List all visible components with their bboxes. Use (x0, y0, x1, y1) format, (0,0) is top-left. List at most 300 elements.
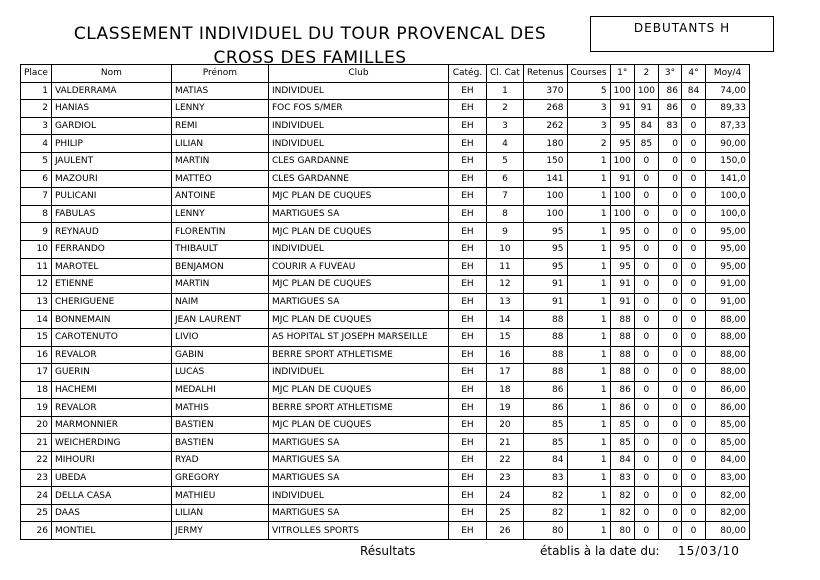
cell-c4: 0 (682, 188, 706, 206)
cell-c1: 91 (610, 170, 634, 188)
table-row (21, 434, 750, 452)
cell-prenom: GABIN (171, 346, 268, 364)
cell-c3: 0 (659, 293, 682, 311)
cell-retenus: 88 (523, 346, 567, 364)
header-prenom: Prénom (171, 65, 268, 83)
cell-c1: 91 (610, 293, 634, 311)
cell-nom: UBEDA (51, 469, 171, 487)
cell-cl-cat: 24 (486, 487, 523, 505)
cell-nom: MARMONNIER (51, 416, 171, 434)
cell-cl-cat: 7 (486, 188, 523, 206)
cell-courses: 5 (567, 82, 610, 100)
cell-c4: 0 (682, 117, 706, 135)
cell-place: 8 (21, 205, 52, 223)
cell-courses: 1 (567, 434, 610, 452)
header-c4: 4° (682, 65, 706, 83)
cell-categ: EH (448, 346, 486, 364)
cell-nom: MIHOURI (51, 452, 171, 470)
cell-courses: 1 (567, 504, 610, 522)
cell-prenom: LENNY (171, 205, 268, 223)
cell-c1: 91 (610, 100, 634, 118)
cell-c2: 0 (634, 293, 658, 311)
cell-retenus: 180 (523, 135, 567, 153)
cell-place: 14 (21, 311, 52, 329)
cell-c4: 0 (682, 469, 706, 487)
cell-place: 3 (21, 117, 52, 135)
cell-moy: 85,00 (706, 416, 750, 434)
cell-place: 25 (21, 504, 52, 522)
cell-courses: 2 (567, 135, 610, 153)
cell-nom: VALDERRAMA (51, 82, 171, 100)
cell-moy: 95,00 (706, 240, 750, 258)
cell-categ: EH (448, 135, 486, 153)
cell-club: MJC PLAN DE CUQUES (268, 311, 448, 329)
cell-cl-cat: 18 (486, 381, 523, 399)
cell-club: AS HOPITAL ST JOSEPH MARSEILLE (268, 328, 448, 346)
cell-c1: 80 (610, 522, 634, 540)
cell-courses: 1 (567, 276, 610, 294)
cell-cl-cat: 25 (486, 504, 523, 522)
cell-moy: 95,00 (706, 223, 750, 241)
cell-c3: 0 (659, 170, 682, 188)
cell-place: 2 (21, 100, 52, 118)
cell-moy: 95,00 (706, 258, 750, 276)
cell-courses: 1 (567, 258, 610, 276)
cell-nom: ETIENNE (51, 276, 171, 294)
cell-c3: 86 (659, 100, 682, 118)
table-row (21, 276, 750, 294)
cell-retenus: 82 (523, 487, 567, 505)
cell-c1: 88 (610, 346, 634, 364)
cell-cl-cat: 17 (486, 364, 523, 382)
cell-cl-cat: 23 (486, 469, 523, 487)
cell-retenus: 268 (523, 100, 567, 118)
cell-prenom: ANTOINE (171, 188, 268, 206)
cell-c2: 0 (634, 487, 658, 505)
cell-retenus: 88 (523, 328, 567, 346)
cell-club: MARTIGUES SA (268, 293, 448, 311)
cell-nom: CAROTENUTO (51, 328, 171, 346)
cell-club: MJC PLAN DE CUQUES (268, 276, 448, 294)
cell-c2: 0 (634, 469, 658, 487)
cell-c3: 83 (659, 117, 682, 135)
cell-moy: 91,00 (706, 276, 750, 294)
cell-retenus: 141 (523, 170, 567, 188)
cell-c3: 0 (659, 152, 682, 170)
cell-categ: EH (448, 152, 486, 170)
cell-categ: EH (448, 487, 486, 505)
cell-c2: 0 (634, 364, 658, 382)
cell-place: 18 (21, 381, 52, 399)
cell-courses: 1 (567, 188, 610, 206)
cell-categ: EH (448, 469, 486, 487)
cell-retenus: 82 (523, 504, 567, 522)
table-row (21, 82, 750, 100)
cell-c4: 0 (682, 381, 706, 399)
cell-c2: 0 (634, 223, 658, 241)
cell-prenom: GREGORY (171, 469, 268, 487)
cell-c3: 0 (659, 223, 682, 241)
cell-nom: BONNEMAIN (51, 311, 171, 329)
cell-place: 24 (21, 487, 52, 505)
cell-retenus: 86 (523, 381, 567, 399)
cell-c1: 83 (610, 469, 634, 487)
footer-results-label: Résultats (360, 544, 416, 558)
cell-cl-cat: 14 (486, 311, 523, 329)
cell-c2: 0 (634, 311, 658, 329)
header-nom: Nom (51, 65, 171, 83)
cell-c2: 0 (634, 381, 658, 399)
cell-nom: GARDIOL (51, 117, 171, 135)
cell-categ: EH (448, 434, 486, 452)
cell-cl-cat: 12 (486, 276, 523, 294)
cell-c2: 85 (634, 135, 658, 153)
cell-c1: 100 (610, 82, 634, 100)
cell-prenom: JEAN LAURENT (171, 311, 268, 329)
cell-club: INDIVIDUEL (268, 240, 448, 258)
cell-courses: 1 (567, 170, 610, 188)
footer-date: 15/03/10 (678, 544, 740, 558)
cell-moy: 91,00 (706, 293, 750, 311)
cell-club: FOC FOS S/MER (268, 100, 448, 118)
cell-prenom: LUCAS (171, 364, 268, 382)
cell-moy: 86,00 (706, 399, 750, 417)
cell-c4: 0 (682, 434, 706, 452)
table-row (21, 328, 750, 346)
cell-prenom: NAIM (171, 293, 268, 311)
cell-cl-cat: 4 (486, 135, 523, 153)
cell-nom: CHERIGUENE (51, 293, 171, 311)
cell-prenom: BASTIEN (171, 416, 268, 434)
cell-c1: 100 (610, 188, 634, 206)
cell-categ: EH (448, 240, 486, 258)
cell-c1: 82 (610, 504, 634, 522)
cell-courses: 1 (567, 293, 610, 311)
category-box: DEBUTANTS H (590, 16, 774, 52)
results-table (20, 64, 750, 540)
cell-retenus: 95 (523, 258, 567, 276)
cell-club: BERRE SPORT ATHLETISME (268, 346, 448, 364)
cell-club: MJC PLAN DE CUQUES (268, 416, 448, 434)
cell-club: INDIVIDUEL (268, 135, 448, 153)
cell-cl-cat: 26 (486, 522, 523, 540)
cell-moy: 88,00 (706, 346, 750, 364)
cell-retenus: 88 (523, 364, 567, 382)
table-row (21, 504, 750, 522)
cell-place: 5 (21, 152, 52, 170)
table-header (21, 65, 750, 83)
cell-c1: 82 (610, 487, 634, 505)
cell-place: 13 (21, 293, 52, 311)
cell-categ: EH (448, 258, 486, 276)
cell-courses: 1 (567, 452, 610, 470)
cell-club: INDIVIDUEL (268, 117, 448, 135)
cell-club: MARTIGUES SA (268, 504, 448, 522)
cell-c1: 95 (610, 223, 634, 241)
cell-club: MARTIGUES SA (268, 205, 448, 223)
cell-nom: PULICANI (51, 188, 171, 206)
cell-retenus: 85 (523, 416, 567, 434)
cell-prenom: LENNY (171, 100, 268, 118)
title-line-1: CLASSEMENT INDIVIDUEL DU TOUR PROVENCAL DES (73, 24, 547, 44)
table-row (21, 346, 750, 364)
table-row (21, 452, 750, 470)
cell-categ: EH (448, 416, 486, 434)
cell-club: CLES GARDANNE (268, 170, 448, 188)
cell-cl-cat: 22 (486, 452, 523, 470)
cell-c4: 0 (682, 328, 706, 346)
cell-courses: 1 (567, 240, 610, 258)
header-c1: 1° (610, 65, 634, 83)
cell-nom: GUERIN (51, 364, 171, 382)
header-categ: Catég. (448, 65, 486, 83)
cell-club: MJC PLAN DE CUQUES (268, 381, 448, 399)
cell-moy: 85,00 (706, 434, 750, 452)
cell-c4: 0 (682, 522, 706, 540)
cell-c4: 0 (682, 346, 706, 364)
cell-c3: 0 (659, 381, 682, 399)
cell-retenus: 100 (523, 205, 567, 223)
cell-moy: 86,00 (706, 381, 750, 399)
cell-nom: REYNAUD (51, 223, 171, 241)
cell-courses: 1 (567, 223, 610, 241)
cell-c2: 0 (634, 328, 658, 346)
table-row (21, 381, 750, 399)
table-row (21, 205, 750, 223)
cell-c1: 84 (610, 452, 634, 470)
cell-retenus: 150 (523, 152, 567, 170)
table-row (21, 152, 750, 170)
cell-c3: 0 (659, 135, 682, 153)
cell-prenom: MARTIN (171, 276, 268, 294)
cell-nom: DAAS (51, 504, 171, 522)
cell-categ: EH (448, 205, 486, 223)
cell-courses: 1 (567, 416, 610, 434)
cell-place: 21 (21, 434, 52, 452)
cell-moy: 90,00 (706, 135, 750, 153)
cell-c3: 0 (659, 452, 682, 470)
cell-cl-cat: 19 (486, 399, 523, 417)
cell-c3: 86 (659, 82, 682, 100)
table-row (21, 117, 750, 135)
cell-categ: EH (448, 82, 486, 100)
cell-cl-cat: 1 (486, 82, 523, 100)
cell-c4: 0 (682, 170, 706, 188)
cell-place: 26 (21, 522, 52, 540)
cell-c2: 0 (634, 434, 658, 452)
table-row (21, 170, 750, 188)
table-row (21, 399, 750, 417)
cell-categ: EH (448, 188, 486, 206)
cell-prenom: LIVIO (171, 328, 268, 346)
cell-c1: 100 (610, 205, 634, 223)
cell-prenom: LILIAN (171, 504, 268, 522)
cell-prenom: FLORENTIN (171, 223, 268, 241)
header-cl-cat: Cl. Cat (486, 65, 523, 83)
document-title (40, 22, 580, 70)
table-row (21, 469, 750, 487)
table-row (21, 311, 750, 329)
cell-c2: 84 (634, 117, 658, 135)
cell-moy: 88,00 (706, 311, 750, 329)
cell-moy: 88,00 (706, 328, 750, 346)
cell-prenom: MEDALHI (171, 381, 268, 399)
cell-club: MJC PLAN DE CUQUES (268, 223, 448, 241)
cell-club: MARTIGUES SA (268, 434, 448, 452)
cell-prenom: MATHIEU (171, 487, 268, 505)
cell-c2: 0 (634, 399, 658, 417)
cell-c3: 0 (659, 328, 682, 346)
cell-nom: REVALOR (51, 346, 171, 364)
cell-c3: 0 (659, 487, 682, 505)
cell-courses: 1 (567, 399, 610, 417)
cell-c4: 0 (682, 311, 706, 329)
cell-c4: 0 (682, 205, 706, 223)
cell-c2: 0 (634, 152, 658, 170)
cell-moy: 87,33 (706, 117, 750, 135)
cell-courses: 1 (567, 487, 610, 505)
cell-prenom: RYAD (171, 452, 268, 470)
cell-c4: 0 (682, 487, 706, 505)
table-row (21, 135, 750, 153)
cell-place: 9 (21, 223, 52, 241)
cell-nom: PHILIP (51, 135, 171, 153)
cell-moy: 88,00 (706, 364, 750, 382)
cell-place: 6 (21, 170, 52, 188)
cell-categ: EH (448, 100, 486, 118)
cell-c4: 0 (682, 152, 706, 170)
cell-categ: EH (448, 170, 486, 188)
cell-cl-cat: 11 (486, 258, 523, 276)
table-row (21, 364, 750, 382)
cell-c4: 0 (682, 416, 706, 434)
cell-moy: 89,33 (706, 100, 750, 118)
cell-moy: 80,00 (706, 522, 750, 540)
cell-courses: 1 (567, 311, 610, 329)
cell-cl-cat: 8 (486, 205, 523, 223)
table-row (21, 416, 750, 434)
cell-prenom: MATHIS (171, 399, 268, 417)
cell-courses: 1 (567, 381, 610, 399)
cell-cl-cat: 21 (486, 434, 523, 452)
cell-c3: 0 (659, 416, 682, 434)
cell-c2: 0 (634, 170, 658, 188)
cell-c4: 0 (682, 399, 706, 417)
cell-cl-cat: 3 (486, 117, 523, 135)
header-c2: 2 (634, 65, 658, 83)
cell-club: VITROLLES SPORTS (268, 522, 448, 540)
cell-nom: JAULENT (51, 152, 171, 170)
cell-prenom: MATIAS (171, 82, 268, 100)
cell-retenus: 95 (523, 240, 567, 258)
cell-courses: 1 (567, 522, 610, 540)
cell-courses: 1 (567, 346, 610, 364)
cell-club: INDIVIDUEL (268, 364, 448, 382)
cell-c1: 91 (610, 276, 634, 294)
cell-nom: MONTIEL (51, 522, 171, 540)
cell-retenus: 91 (523, 293, 567, 311)
header-c3: 3° (659, 65, 682, 83)
cell-categ: EH (448, 223, 486, 241)
cell-moy: 82,00 (706, 504, 750, 522)
cell-c1: 86 (610, 399, 634, 417)
cell-c3: 0 (659, 522, 682, 540)
cell-c1: 88 (610, 364, 634, 382)
cell-c2: 91 (634, 100, 658, 118)
cell-cl-cat: 10 (486, 240, 523, 258)
cell-nom: WEICHERDING (51, 434, 171, 452)
cell-retenus: 95 (523, 223, 567, 241)
cell-categ: EH (448, 276, 486, 294)
cell-c2: 0 (634, 258, 658, 276)
cell-categ: EH (448, 364, 486, 382)
cell-c3: 0 (659, 469, 682, 487)
cell-retenus: 100 (523, 188, 567, 206)
cell-courses: 1 (567, 328, 610, 346)
cell-moy: 74,00 (706, 82, 750, 100)
cell-moy: 83,00 (706, 469, 750, 487)
cell-courses: 1 (567, 152, 610, 170)
cell-categ: EH (448, 311, 486, 329)
cell-c4: 0 (682, 223, 706, 241)
header-courses: Courses (567, 65, 610, 83)
cell-cl-cat: 20 (486, 416, 523, 434)
cell-c4: 0 (682, 258, 706, 276)
cell-c3: 0 (659, 504, 682, 522)
cell-prenom: LILIAN (171, 135, 268, 153)
cell-club: INDIVIDUEL (268, 82, 448, 100)
cell-club: MJC PLAN DE CUQUES (268, 188, 448, 206)
cell-cl-cat: 5 (486, 152, 523, 170)
cell-c4: 0 (682, 452, 706, 470)
cell-c3: 0 (659, 240, 682, 258)
cell-c3: 0 (659, 399, 682, 417)
header-club: Club (268, 65, 448, 83)
cell-moy: 100,0 (706, 205, 750, 223)
cell-courses: 3 (567, 117, 610, 135)
cell-courses: 1 (567, 469, 610, 487)
cell-c1: 95 (610, 258, 634, 276)
cell-c3: 0 (659, 434, 682, 452)
cell-c3: 0 (659, 364, 682, 382)
cell-c2: 0 (634, 188, 658, 206)
cell-retenus: 91 (523, 276, 567, 294)
cell-categ: EH (448, 293, 486, 311)
cell-retenus: 88 (523, 311, 567, 329)
cell-c4: 0 (682, 504, 706, 522)
cell-c4: 0 (682, 135, 706, 153)
cell-place: 22 (21, 452, 52, 470)
cell-c3: 0 (659, 311, 682, 329)
cell-c2: 0 (634, 452, 658, 470)
cell-c3: 0 (659, 276, 682, 294)
cell-nom: REVALOR (51, 399, 171, 417)
cell-c4: 0 (682, 100, 706, 118)
cell-c2: 0 (634, 504, 658, 522)
cell-categ: EH (448, 328, 486, 346)
cell-nom: HANIAS (51, 100, 171, 118)
cell-retenus: 84 (523, 452, 567, 470)
cell-c1: 85 (610, 416, 634, 434)
table-row (21, 258, 750, 276)
cell-c1: 85 (610, 434, 634, 452)
cell-place: 15 (21, 328, 52, 346)
cell-nom: HACHEMI (51, 381, 171, 399)
cell-c4: 0 (682, 293, 706, 311)
footer-established-label: établis à la date du: (540, 544, 660, 558)
cell-categ: EH (448, 452, 486, 470)
cell-place: 1 (21, 82, 52, 100)
